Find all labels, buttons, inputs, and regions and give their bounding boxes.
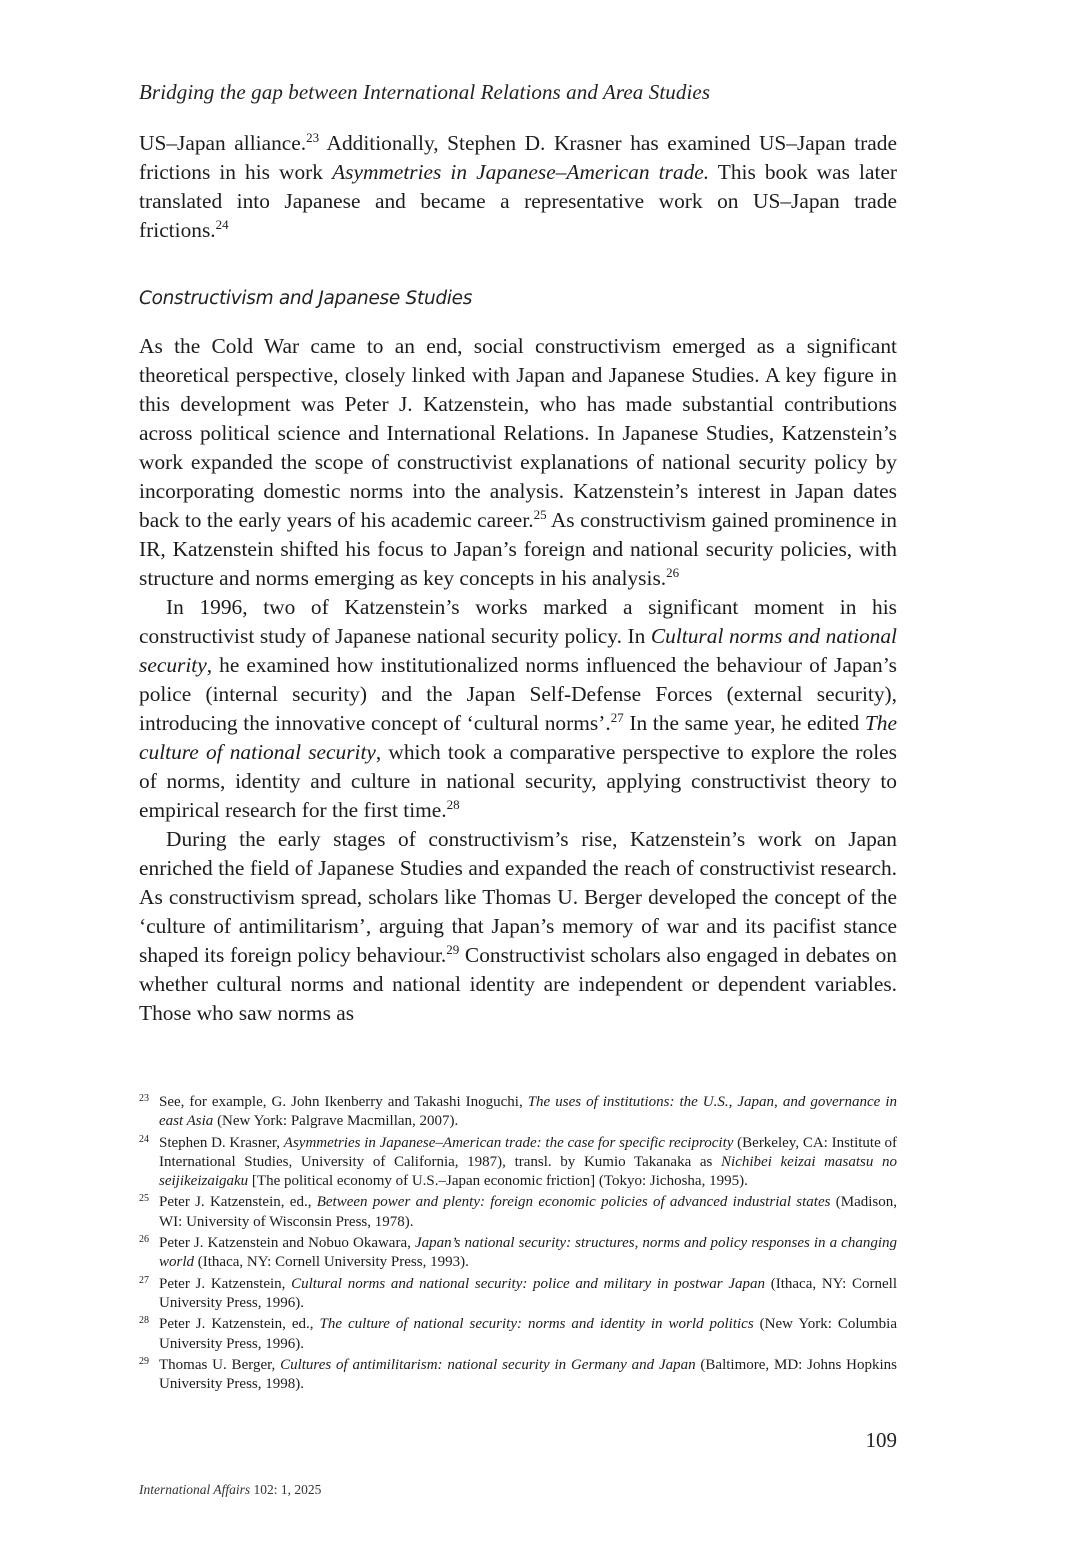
italic-title: Asymmetries in Japanese–American trade: the case for specific reciprocity xyxy=(283,1134,734,1151)
paragraph: US–Japan alliance.$^{23}$ Additionally, Stephen D. Krasner has examined US–Japan trade frictions in his work Asymmetries in Japanese–American trade. This book was later translated into Japanese and became a representative work on US–Japan trade frictions.$^{24}$ xyxy=(139,130,897,242)
journal-issue: 102: 1, 2025 xyxy=(250,1482,322,1497)
footnote-number: 29 xyxy=(139,1355,149,1367)
italic-title: Cultural norms and national security: police and military in postwar Japan xyxy=(291,1275,765,1292)
footnote-reference[interactable]: 27 xyxy=(610,710,624,726)
footnote-reference[interactable]: 26 xyxy=(666,565,680,581)
footnote-25: $^{25}$ Peter J. Katzenstein, ed., Between power and plenty: foreign economic policies of advanced industrial states (Madison, WI: University of Wisconsin Press, 1978). xyxy=(139,1193,897,1230)
page-number: 109 xyxy=(865,1428,897,1452)
footnote-reference[interactable]: 29 xyxy=(446,942,460,958)
footnote-28: $^{28}$ Peter J. Katzenstein, ed., The culture of national security: norms and identity in world politics (New York: Columbia University Press, 1996). xyxy=(139,1315,897,1352)
paragraph: During the early stages of constructivism’s rise, Katzenstein’s work on Japan enriched the field of Japanese Studies and expanded the reach of constructivist research. As constructivism spread, scholars like Thomas U. Berger developed the concept of the ‘culture of antimilitarism’, arguing that Japan’s memory of war and its pacifist stance shaped its foreign policy behaviour.$^{29}$ Constructivist scholars also engaged in debates on whether cultural norms and national identity are independent or dependent variables. Those who saw norms as xyxy=(139,827,897,1025)
italic-title: Cultural norms and national security xyxy=(139,624,897,677)
italic-title: The culture of national security xyxy=(139,711,897,764)
journal-name: International Affairs xyxy=(139,1482,251,1497)
italic-title: Cultures of antimilitarism: national security in Germany and Japan xyxy=(280,1356,696,1373)
paragraph: As the Cold War came to an end, social constructivism emerged as a significant theoretical perspective, closely linked with Japan and Japanese Studies. A key figure in this development was Peter J. Katzenstein, who has made substantial contributions across political science and International Relations. In Japanese Studies, Katzenstein’s work expanded the scope of constructivist explanations of national security policy by incorporating domestic norms into the analysis. Katzenstein’s interest in Japan dates back to the early years of his academic career.$^{25}$ As constructivism gained prominence in IR, Katzenstein shifted his focus to Japan’s foreign and national security policies, with structure and norms emerging as key concepts in his analysis.$^{26}$ xyxy=(139,334,898,590)
footnote-reference[interactable]: 24 xyxy=(215,217,229,233)
footnote-number: 23 xyxy=(139,1093,149,1104)
footnote-23: $^{23}$ See, for example, G. John Ikenberry and Takashi Inoguchi, The uses of institutions: the U.S., Japan, and governance in east Asia (New York: Palgrave Macmillan, 2007). xyxy=(139,1093,897,1130)
footnote-number: 24 xyxy=(139,1133,149,1145)
italic-title: Japan’s national security: structures, norms and policy responses in a changing world xyxy=(159,1235,897,1271)
italic-title: Nichibei keizai masatsu no seijikeizaigaku xyxy=(159,1153,897,1190)
italic-title: Between power and plenty: foreign economic policies of advanced industrial states xyxy=(316,1194,831,1211)
footnote-number: 26 xyxy=(139,1234,149,1246)
footnote-24: $^{24}$ Stephen D. Krasner, Asymmetries in Japanese–American trade: the case for specific reciprocity (Berkeley, CA: Institute of International Studies, University of California, 1987), transl. by Kumio Takanaka as Nichibei keizai masatsu no seijikeizaigaku [The political economy of U.S.–Japan economic friction] (Tokyo: Jichosha, 1995). xyxy=(139,1133,897,1190)
footnote-29: $^{29}$ Thomas U. Berger, Cultures of antimilitarism: national security in Germany and Japan (Baltimore, MD: Johns Hopkins University Press, 1998). xyxy=(139,1355,897,1393)
body-text-before-heading xyxy=(139,129,897,245)
paragraph: In 1996, two of Katzenstein’s works marked a significant moment in his constructivist study of Japanese national security policy. In Cultural norms and national security, he examined how institutionalized norms influenced the behaviour of Japan’s police (internal security) and the Japan Self-Defense Forces (external security), introducing the innovative concept of ‘cultural norms’.$^{27}$ In the same year, he edited The culture of national security, which took a comparative perspective to explore the roles of norms, identity and culture in national security, applying constructivist theory to empirical research for the first time.$^{28}$ xyxy=(139,595,897,822)
footnotes xyxy=(139,1093,897,1396)
footnote-27: $^{27}$ Peter J. Katzenstein, Cultural norms and national security: police and military in postwar Japan (Ithaca, NY: Cornell University Press, 1996). xyxy=(139,1274,897,1311)
footnote-reference[interactable]: 25 xyxy=(533,507,547,523)
body-text-after-heading xyxy=(139,332,897,1028)
italic-title: The uses of institutions: the U.S., Japan, and governance in east Asia xyxy=(159,1094,897,1130)
running-head: Bridging the gap between International Relations and Area Studies xyxy=(139,80,711,104)
italic-title: Asymmetries in Japanese–American trade. xyxy=(332,160,710,184)
footnote-number: 28 xyxy=(139,1315,149,1327)
footnote-number: 25 xyxy=(139,1193,149,1205)
section-heading: Constructivism and Japanese Studies xyxy=(139,288,473,309)
footnote-reference[interactable]: 23 xyxy=(306,130,320,146)
italic-title: The culture of national security: norms and identity in world politics xyxy=(319,1316,754,1333)
footnote-26: $^{26}$ Peter J. Katzenstein and Nobuo Okawara, Japan’s national security: structures, norms and policy responses in a changing world (Ithaca, NY: Cornell University Press, 1993). xyxy=(139,1234,897,1271)
journal-footer xyxy=(139,1482,321,1498)
footnote-number: 27 xyxy=(139,1274,149,1286)
footnote-reference[interactable]: 28 xyxy=(446,797,460,813)
